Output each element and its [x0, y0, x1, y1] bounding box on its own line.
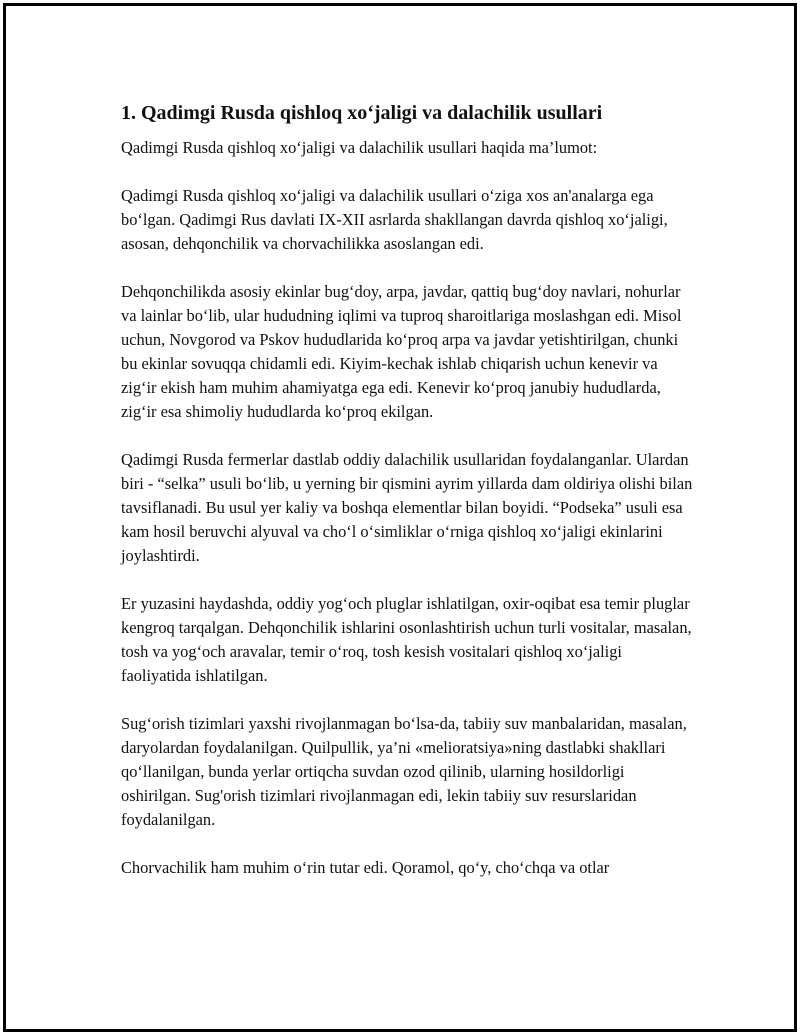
- paragraph: Qadimgi Rusda qishloq xo‘jaligi va dalachilik usullari o‘ziga xos an'analarga ega bo‘lgan. Qadimgi Rus davlati IX-XII asrlarda shakllangan davrda qishloq xo‘jaligi, asosan, dehqonchilik va chorvachilikka asoslangan edi.: [121, 186, 668, 253]
- intro-paragraph: Qadimgi Rusda qishloq xo‘jaligi va dalachilik usullari haqida ma’lumot:: [121, 138, 598, 157]
- document-body: [121, 100, 696, 880]
- paragraph: Sug‘orish tizimlari yaxshi rivojlanmagan bo‘lsa-da, tabiiy suv manbalaridan, masalan, daryolardan foydalanilgan. Quilpullik, ya’ni «melioratsiya»ning dastlabki shakllari qo‘llanilgan, bunda yerlar ortiqcha suvdan ozod qilinib, ularning hosildorligi oshirilgan. Sug'orish tizimlari rivojlanmagan edi, lekin tabiiy suv resurslaridan foydalanilgan.: [121, 714, 687, 829]
- paragraph: Er yuzasini haydashda, oddiy yog‘och pluglar ishlatilgan, oxir-oqibat esa temir pluglar kengroq tarqalgan. Dehqonchilik ishlarini osonlashtirish uchun turli vositalar, masalan, tosh va yog‘och aravalar, temir o‘roq, tosh kesish vositalari qishloq xo‘jaligi faoliyatida ishlatilgan.: [121, 594, 692, 685]
- page-frame: [3, 3, 797, 1032]
- document-title: 1. Qadimgi Rusda qishloq xo‘jaligi va dalachilik usullari: [121, 102, 603, 124]
- paragraph: Qadimgi Rusda fermerlar dastlab oddiy dalachilik usullaridan foydalanganlar. Ulardan biri - “selka” usuli bo‘lib, u yerning bir qismini ayrim yillarda dam oldiriya olishi bilan tavsiflanadi. Bu usul yer kaliy va boshqa elementlar bilan boyidi. “Podseka” usuli esa kam hosil beruvchi alyuval va cho‘l o‘simliklar o‘rniga qishloq xo‘jaligi ekinlarini joylashtirdi.: [121, 450, 693, 565]
- paragraph: Chorvachilik ham muhim o‘rin tutar edi. Qoramol, qo‘y, cho‘chqa va otlar: [121, 858, 610, 877]
- paragraph: Dehqonchilikda asosiy ekinlar bug‘doy, arpa, javdar, qattiq bug‘doy navlari, nohurlar va lainlar bo‘lib, ular hududning iqlimi va tuproq sharoitlariga moslashgan edi. Misol uchun, Novgorod va Pskov hududlarida ko‘proq arpa va javdar yetishtirilgan, chunki bu ekinlar sovuqqa chidamli edi. Kiyim-kechak ishlab chiqarish uchun kenevir va zig‘ir ekish ham muhim ahamiyatga ega edi. Kenevir ko‘proq janubiy hududlarda, zig‘ir esa shimoliy hududlarda ko‘proq ekilgan.: [121, 282, 682, 421]
